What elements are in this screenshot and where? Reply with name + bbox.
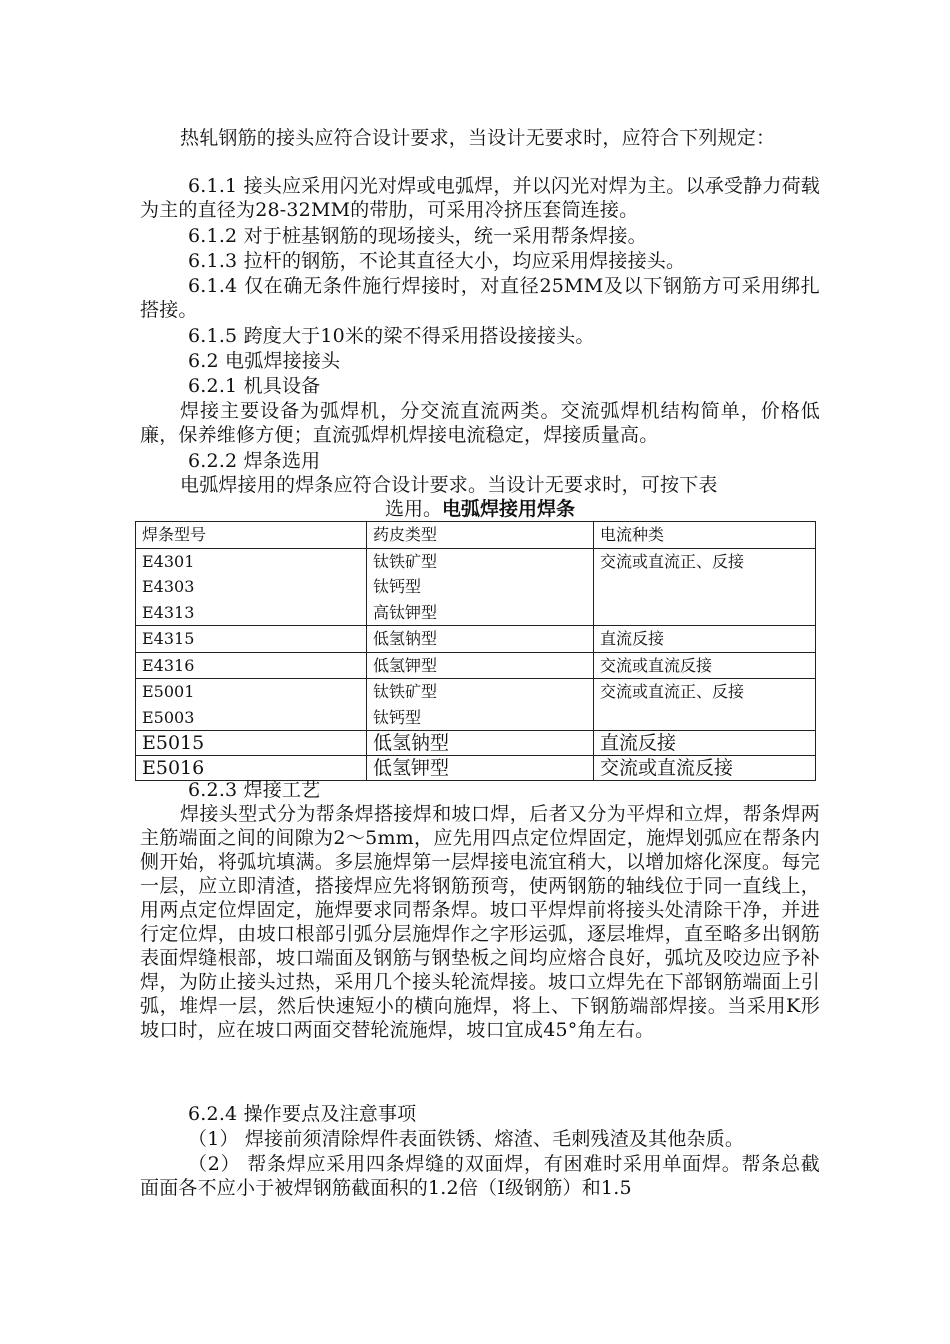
table-row (136, 679, 816, 731)
note-2: （2） 帮条焊应采用四条焊缝的双面焊，有困难时采用单面焊。帮条总截面面各不应小于被焊钢筋截面积的1.2倍（Ⅰ级钢筋）和1.5 (140, 1153, 820, 1199)
equipment-paragraph: 焊接主要设备为弧焊机，分交流直流两类。交流弧焊机结构简单，价格低廉，保养维修方便；直流弧焊机焊接电流稳定，焊接质量高。 (140, 400, 820, 446)
table-title: 电弧焊接用焊条 (442, 498, 576, 520)
cell-coating: 低氢钾型 (367, 756, 594, 781)
section-heading-6-2-2: 6.2.2 焊条选用 (188, 450, 321, 472)
cell-current: 交流或直流正、反接 (594, 548, 816, 626)
cell-model: E5015 (136, 731, 367, 756)
cell-coating (367, 679, 594, 731)
cell-model: E4316 (136, 652, 367, 679)
model-value: E4301 (142, 551, 195, 571)
table-caption (140, 497, 820, 521)
section-heading-6-2-1: 6.2.1 机具设备 (188, 375, 321, 397)
coating-value: 钛铁矿型 (373, 551, 438, 571)
cell-current: 交流或直流反接 (594, 756, 816, 781)
section-heading-6-2-4: 6.2.4 操作要点及注意事项 (188, 1103, 417, 1125)
cell-coating: 低氢钾型 (367, 652, 594, 679)
cell-model: E4315 (136, 626, 367, 653)
clause-6-1-4: 6.1.4 仅在确无条件施行焊接时，对直径25MM及以下钢筋方可采用绑扎搭接。 (140, 275, 820, 321)
cell-model (136, 548, 367, 626)
clause-6-1-2: 6.1.2 对于桩基钢筋的现场接头，统一采用帮条焊接。 (188, 225, 647, 247)
model-value: E5001 (142, 682, 195, 701)
cell-coating: 低氢钠型 (367, 731, 594, 756)
header-model: 焊条型号 (136, 522, 367, 549)
cell-model: E5016 (136, 756, 367, 781)
clause-6-1-1: 6.1.1 接头应采用闪光对焊或电弧焊，并以闪光对焊为主。以承受静力荷载为主的直径为28-32MM的带肋，可采用冷挤压套筒连接。 (140, 175, 820, 221)
coating-value: 高钛钾型 (373, 602, 438, 622)
model-value: E4303 (142, 577, 195, 596)
coating-value: 钛钙型 (373, 707, 422, 727)
table-row (136, 548, 816, 626)
note-1: （1） 焊接前须清除焊件表面铁锈、熔渣、毛刺残渣及其他杂质。 (188, 1128, 745, 1150)
coating-value: 钛钙型 (373, 577, 422, 596)
cell-model (136, 679, 367, 731)
model-value: E4313 (142, 602, 195, 622)
cell-current: 交流或直流反接 (594, 652, 816, 679)
electrode-intro: 电弧焊接用的焊条应符合设计要求。当设计无要求时，可按下表 (180, 474, 718, 496)
coating-value: 钛铁矿型 (373, 682, 438, 701)
intro-paragraph: 热轧钢筋的接头应符合设计要求，当设计无要求时，应符合下列规定： (180, 127, 776, 149)
table-header-row (136, 522, 816, 549)
model-value: E5003 (142, 707, 195, 727)
table-row (136, 626, 816, 653)
electrode-table (135, 521, 816, 781)
section-heading-6-2: 6.2 电弧焊接接头 (188, 350, 341, 372)
cell-coating: 低氢钠型 (367, 626, 594, 653)
clause-6-1-5: 6.1.5 跨度大于10米的梁不得采用搭设接接头。 (188, 325, 595, 347)
cell-current: 直流反接 (594, 626, 816, 653)
cell-current: 交流或直流正、反接 (594, 679, 816, 731)
process-paragraph: 焊接头型式分为帮条焊搭接焊和坡口焊，后者又分为平焊和立焊，帮条焊两主筋端面之间的间隙为2～5mm，应先用四点定位焊固定，施焊划弧应在帮条内侧开始，将弧坑填满。多层施焊第一层焊接电流宜稍大，以增加熔化深度。每完一层，应立即清渣，搭接焊应先将钢筋预弯，使两钢筋的轴线位于同一直线上，用两点定位焊固定，施焊要求同帮条焊。坡口平焊焊前将接头处清除干净，并进行定位焊，由坡口根部引弧分层施焊作之字形运弧，逐层堆焊，直至略多出钢筋表面焊缝根部，坡口端面及钢筋与钢垫板之间均应熔合良好，弧坑及咬边应予补焊，为防止接头过热，采用几个接头轮流焊接。坡口立焊先在下部钢筋端面上引弧，堆焊一层，然后快速短小的横向施焊，将上、下钢筋端部焊接。当采用K形坡口时，应在坡口两面交替轮流施焊，坡口宜成45°角左右。 (140, 803, 820, 1041)
section-heading-6-2-3: 6.2.3 焊接工艺 (188, 779, 321, 801)
cell-current: 直流反接 (594, 731, 816, 756)
table-row (136, 731, 816, 756)
caption-prefix: 选用。 (384, 498, 442, 520)
table-row (136, 652, 816, 679)
cell-coating (367, 548, 594, 626)
header-current: 电流种类 (594, 522, 816, 549)
clause-6-1-3: 6.1.3 拉杆的钢筋，不论其直径大小，均应采用焊接接头。 (188, 250, 686, 272)
header-coating: 药皮类型 (367, 522, 594, 549)
table-row (136, 756, 816, 781)
